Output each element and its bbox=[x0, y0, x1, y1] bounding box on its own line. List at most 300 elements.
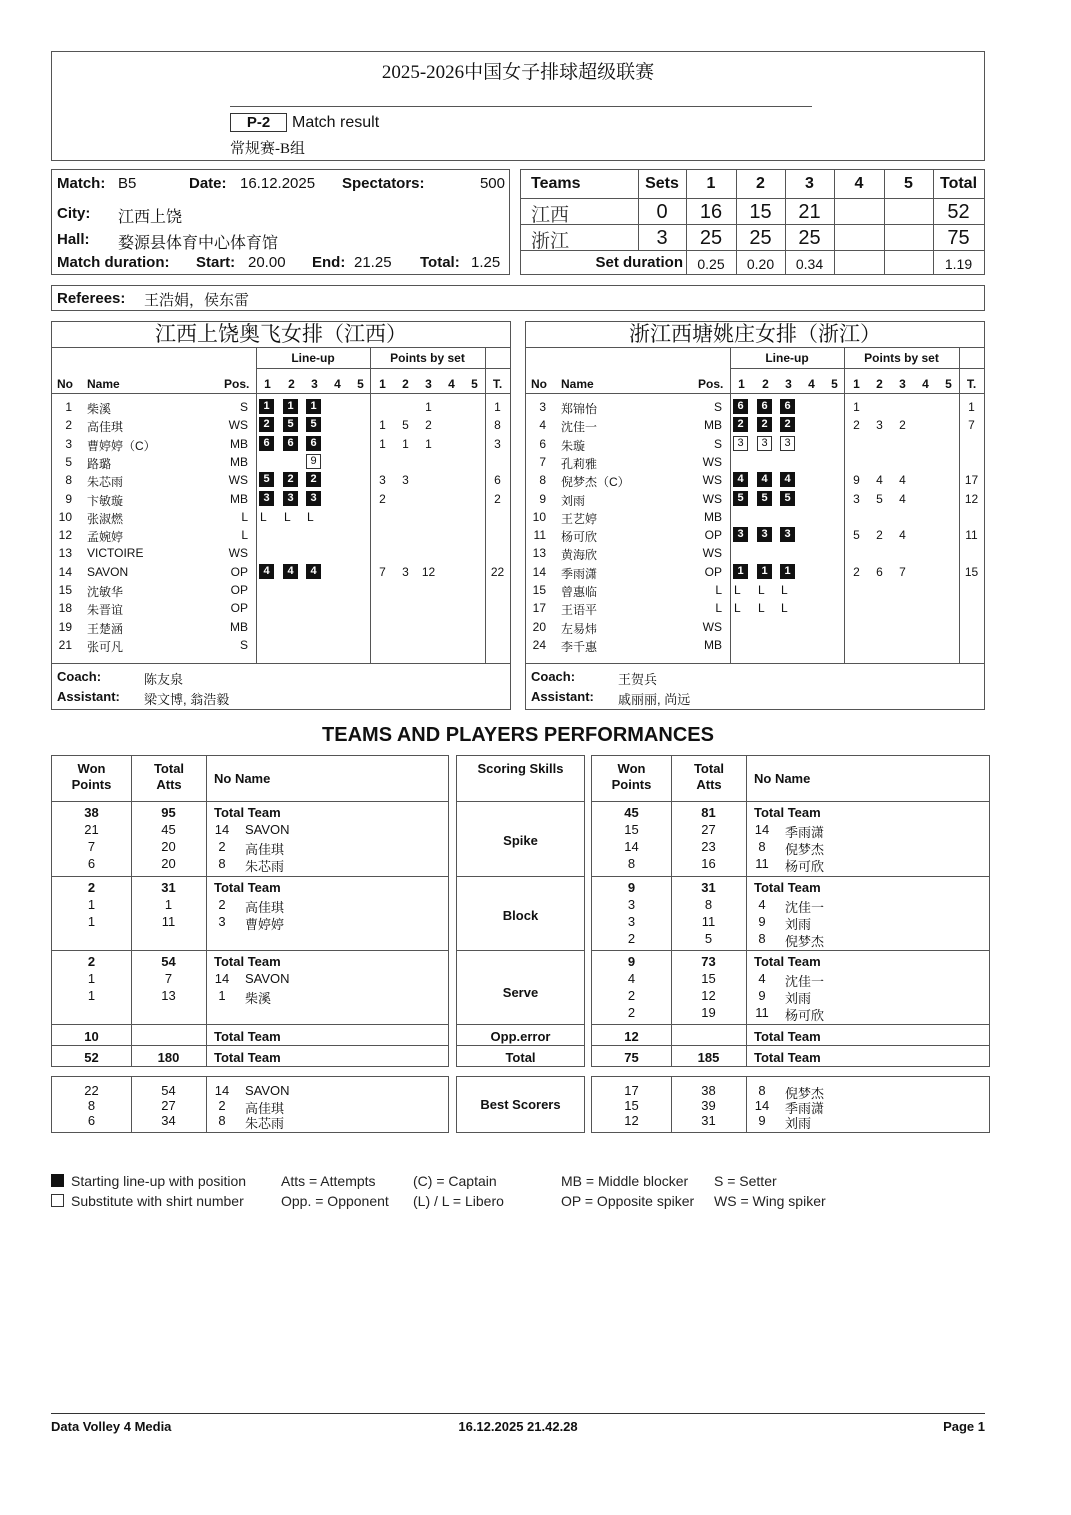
start-value: 20.00 bbox=[248, 254, 286, 271]
score-team-a: 江西 bbox=[531, 205, 570, 226]
player-position: L bbox=[715, 601, 722, 616]
duration-total: 1.19 bbox=[944, 256, 973, 272]
player-position: WS bbox=[702, 619, 722, 634]
player-total-atts: 7 bbox=[164, 971, 173, 986]
player-name: 郑锦怡 bbox=[561, 402, 598, 416]
set3-header: 3 bbox=[805, 175, 814, 192]
points-set-value: 4 bbox=[876, 473, 883, 488]
skill-label: Block bbox=[502, 908, 539, 923]
total-atts: 180 bbox=[157, 1050, 180, 1065]
points-set-value: 2 bbox=[876, 528, 883, 543]
points-by-set-header: Points by set bbox=[390, 351, 465, 365]
total-team-label: Total Team bbox=[214, 1050, 281, 1065]
points-set-header: 5 bbox=[471, 377, 478, 391]
points-set-value: 2 bbox=[853, 418, 860, 433]
player-won-points: 2 bbox=[627, 988, 636, 1003]
player-name: 孔莉雅 bbox=[561, 456, 598, 471]
coach-label: Coach: bbox=[531, 669, 576, 684]
player-number: 11 bbox=[755, 1005, 769, 1020]
player-number: 3 bbox=[539, 400, 546, 414]
player-number: 8 bbox=[65, 473, 72, 488]
player-position: MB bbox=[230, 436, 248, 451]
city-value: 江西上饶 bbox=[118, 209, 183, 226]
lineup-set-header: 2 bbox=[762, 377, 769, 391]
best-player-number: 8 bbox=[758, 1083, 766, 1098]
player-position: WS bbox=[702, 473, 722, 488]
points-set-value: 7 bbox=[379, 564, 386, 579]
starting-position-box: 6 bbox=[780, 399, 795, 414]
player-number: 10 bbox=[532, 509, 546, 524]
score-a-total: 52 bbox=[947, 201, 970, 223]
points-set-header: 5 bbox=[945, 377, 952, 391]
total-team-label: Total Team bbox=[754, 954, 821, 969]
lineup-set-header: 5 bbox=[831, 377, 838, 391]
player-total-points: 3 bbox=[494, 436, 501, 451]
best-player-number: 14 bbox=[214, 1083, 230, 1098]
player-total-atts: 5 bbox=[704, 931, 713, 946]
assistant-label: Assistant: bbox=[57, 689, 120, 704]
name-header: Name bbox=[87, 377, 120, 391]
player-won-points: 3 bbox=[627, 914, 636, 929]
legend-substitute: Substitute with shirt number bbox=[71, 1193, 244, 1209]
player-position: WS bbox=[702, 546, 722, 561]
libero-mark: L bbox=[781, 583, 788, 597]
player-position: OP bbox=[230, 564, 248, 579]
starting-position-box: 5 bbox=[757, 491, 772, 506]
total-atts-header: Total Atts bbox=[153, 761, 185, 792]
performances-title: TEAMS AND PLAYERS PERFORMANCES bbox=[322, 724, 714, 746]
player-name: 刘雨 bbox=[561, 493, 586, 508]
lineup-set-header: 1 bbox=[738, 377, 745, 391]
player-number: 8 bbox=[218, 856, 226, 871]
points-set-value: 12 bbox=[421, 564, 436, 579]
player-number: 18 bbox=[58, 601, 72, 616]
legend bbox=[51, 1173, 951, 1213]
score-b-set2: 25 bbox=[749, 227, 772, 249]
player-position: L bbox=[241, 509, 248, 524]
referees-box bbox=[51, 285, 985, 311]
won-points-header: Won Points bbox=[611, 761, 652, 792]
no-header: No bbox=[57, 377, 73, 391]
player-won-points: 4 bbox=[627, 971, 636, 986]
player-name: 高佳琪 bbox=[245, 842, 285, 857]
points-set-header: 4 bbox=[922, 377, 929, 391]
pos-header: Pos. bbox=[698, 377, 724, 391]
starting-position-box: 4 bbox=[780, 472, 795, 487]
starting-position-box: 3 bbox=[733, 527, 748, 542]
starting-position-box: 3 bbox=[757, 527, 772, 542]
player-name: SAVON bbox=[245, 971, 290, 986]
set-duration-label: Set duration bbox=[595, 254, 683, 271]
player-position: OP bbox=[704, 528, 722, 543]
player-number: 9 bbox=[539, 491, 546, 506]
player-total-atts: 16 bbox=[701, 856, 716, 871]
points-set-value: 1 bbox=[425, 400, 432, 414]
player-won-points: 2 bbox=[627, 931, 636, 946]
player-number: 8 bbox=[539, 473, 546, 488]
best-total-atts: 38 bbox=[701, 1083, 716, 1098]
header-box bbox=[51, 51, 985, 161]
player-total-atts: 11 bbox=[161, 914, 176, 929]
starting-position-box: 6 bbox=[733, 399, 748, 414]
player-name: 李千惠 bbox=[561, 639, 598, 654]
opp-error-points: 10 bbox=[84, 1029, 99, 1044]
team-won-points: 2 bbox=[87, 880, 96, 895]
points-set-value: 7 bbox=[899, 564, 906, 579]
total-won-points: 52 bbox=[84, 1050, 99, 1065]
player-position: MB bbox=[230, 454, 248, 469]
points-set-value: 3 bbox=[876, 418, 883, 433]
player-position: WS bbox=[228, 473, 248, 488]
won-points-header: Won Points bbox=[71, 761, 112, 792]
hall-value: 婺源县体育中心体育馆 bbox=[118, 235, 279, 252]
best-player-number: 2 bbox=[218, 1098, 226, 1113]
player-name: 左易炜 bbox=[561, 621, 598, 636]
points-set-value: 3 bbox=[402, 564, 409, 579]
total-label: Total: bbox=[420, 254, 460, 271]
player-name: 朱晋谊 bbox=[87, 603, 124, 618]
points-set-value: 1 bbox=[402, 436, 409, 451]
best-total-atts: 27 bbox=[161, 1098, 176, 1113]
best-total-atts: 34 bbox=[161, 1113, 176, 1128]
player-number: 9 bbox=[65, 491, 72, 506]
player-total-points: 8 bbox=[494, 418, 501, 433]
team-won-points: 9 bbox=[627, 954, 636, 969]
skill-label: Spike bbox=[503, 833, 538, 848]
points-set-value: 9 bbox=[853, 473, 860, 488]
total-won-points: 75 bbox=[624, 1050, 639, 1065]
libero-mark: L bbox=[284, 509, 291, 524]
libero-mark: L bbox=[758, 583, 765, 597]
player-number: 21 bbox=[58, 637, 72, 652]
opp-error-points: 12 bbox=[624, 1029, 639, 1044]
scoring-skills-header: Scoring Skills bbox=[477, 761, 564, 776]
set4-header: 4 bbox=[854, 175, 864, 192]
footer-rule bbox=[51, 1413, 985, 1414]
player-total-atts: 20 bbox=[161, 856, 176, 871]
header-rule bbox=[230, 106, 812, 107]
libero-mark: L bbox=[734, 583, 741, 597]
duration-set3: 0.34 bbox=[795, 256, 824, 272]
player-number: 9 bbox=[758, 988, 766, 1003]
player-number: 19 bbox=[58, 619, 72, 634]
player-name: 柴溪 bbox=[245, 991, 272, 1006]
player-position: OP bbox=[704, 564, 722, 579]
best-total-atts: 54 bbox=[161, 1083, 176, 1098]
starting-position-box: 1 bbox=[757, 564, 772, 579]
lineup-set-header: 3 bbox=[311, 377, 318, 391]
team-b-roster bbox=[525, 321, 985, 710]
score-team-b: 浙江 bbox=[531, 231, 570, 252]
starting-position-box: 4 bbox=[283, 564, 298, 579]
lineup-set-header: 1 bbox=[264, 377, 271, 391]
score-a-set2: 15 bbox=[749, 201, 772, 223]
player-number: 11 bbox=[755, 856, 769, 871]
best-won-points: 22 bbox=[84, 1083, 99, 1098]
pos-header: Pos. bbox=[224, 377, 250, 391]
starting-position-box: 3 bbox=[259, 491, 274, 506]
total-team-label: Total Team bbox=[754, 1029, 821, 1044]
legend-opp: Opp. = Opponent bbox=[281, 1193, 389, 1209]
points-by-set-header: Points by set bbox=[864, 351, 939, 365]
no-name-header: No Name bbox=[754, 771, 811, 786]
player-number: 6 bbox=[539, 436, 546, 451]
starting-position-box: 2 bbox=[283, 472, 298, 487]
score-b-set3: 25 bbox=[798, 227, 821, 249]
points-set-value: 2 bbox=[853, 564, 860, 579]
player-number: 24 bbox=[532, 637, 546, 652]
player-name: 王艺婷 bbox=[561, 511, 598, 526]
best-won-points: 17 bbox=[624, 1083, 639, 1098]
player-position: WS bbox=[702, 491, 722, 506]
player-name: 季雨潇 bbox=[785, 825, 825, 840]
coach-label: Coach: bbox=[57, 669, 102, 684]
points-set-value: 3 bbox=[379, 473, 386, 488]
best-total-atts: 39 bbox=[701, 1098, 716, 1113]
best-player-number: 14 bbox=[754, 1098, 770, 1113]
coach-name: 王贺兵 bbox=[618, 672, 658, 687]
player-won-points: 21 bbox=[84, 822, 99, 837]
starting-position-box: 4 bbox=[757, 472, 772, 487]
player-position: S bbox=[239, 637, 248, 652]
substitute-box: 3 bbox=[757, 436, 772, 451]
starting-position-box: 6 bbox=[283, 436, 298, 451]
player-number: 2 bbox=[218, 897, 226, 912]
player-number: 4 bbox=[539, 418, 546, 433]
points-set-header: 1 bbox=[379, 377, 386, 391]
points-set-value: 1 bbox=[853, 400, 860, 414]
player-total-points: 11 bbox=[965, 528, 978, 543]
player-position: OP bbox=[230, 583, 248, 597]
player-total-atts: 8 bbox=[704, 897, 713, 912]
legend-mb: MB = Middle blocker bbox=[561, 1173, 689, 1189]
best-total-atts: 31 bbox=[701, 1113, 716, 1128]
total-team-label: Total Team bbox=[214, 805, 281, 820]
starting-position-box: 1 bbox=[733, 564, 748, 579]
league-title: 2025-2026中国女子排球超级联赛 bbox=[381, 62, 655, 83]
substitute-box: 3 bbox=[780, 436, 795, 451]
player-won-points: 1 bbox=[87, 971, 96, 986]
player-name: 杨可欣 bbox=[785, 859, 825, 874]
points-set-header: 1 bbox=[853, 377, 860, 391]
player-number: 9 bbox=[758, 914, 766, 929]
player-number: 4 bbox=[758, 897, 766, 912]
points-set-header: 2 bbox=[402, 377, 409, 391]
duration-label: Match duration: bbox=[57, 254, 170, 271]
score-a-set3: 21 bbox=[798, 201, 821, 223]
set2-header: 2 bbox=[756, 175, 765, 192]
player-position: MB bbox=[230, 619, 248, 634]
best-player-number: 9 bbox=[758, 1113, 766, 1128]
player-won-points: 6 bbox=[87, 856, 96, 871]
player-name: 卞敏璇 bbox=[87, 493, 124, 508]
start-label: Start: bbox=[196, 254, 236, 271]
team-total-atts: 95 bbox=[161, 805, 176, 820]
best-player-number: 8 bbox=[218, 1113, 226, 1128]
total-team-label: Total Team bbox=[214, 954, 281, 969]
best-scorers-label: Best Scorers bbox=[480, 1097, 561, 1112]
libero-mark: L bbox=[307, 509, 314, 524]
player-total-atts: 11 bbox=[701, 914, 716, 929]
match-info-box bbox=[51, 169, 510, 275]
document-code: P-2 bbox=[230, 113, 287, 132]
player-name: 倪梦杰 bbox=[785, 842, 825, 857]
player-won-points: 2 bbox=[627, 1005, 636, 1020]
starting-position-box: 2 bbox=[259, 417, 274, 432]
footer-left: Data Volley 4 Media bbox=[51, 1419, 172, 1434]
substitute-swatch bbox=[51, 1194, 64, 1207]
player-name: 刘雨 bbox=[785, 991, 812, 1006]
player-position: S bbox=[713, 400, 722, 414]
starting-position-box: 3 bbox=[780, 527, 795, 542]
team-a-roster bbox=[51, 321, 511, 710]
skill-label: Total bbox=[505, 1050, 536, 1065]
lineup-set-header: 5 bbox=[357, 377, 364, 391]
player-number: 1 bbox=[65, 400, 72, 414]
best-won-points: 6 bbox=[87, 1113, 96, 1128]
points-set-value: 3 bbox=[402, 473, 409, 488]
player-number: 10 bbox=[58, 509, 72, 524]
player-name: 沈敏华 bbox=[87, 585, 124, 599]
points-set-value: 2 bbox=[899, 418, 906, 433]
score-sets-a: 0 bbox=[656, 201, 668, 223]
player-position: MB bbox=[230, 491, 248, 506]
total-team-label: Total Team bbox=[754, 880, 821, 895]
starting-position-box: 5 bbox=[283, 417, 298, 432]
team-total-atts: 31 bbox=[701, 880, 716, 895]
points-set-value: 5 bbox=[876, 491, 883, 506]
team-a-performance-table bbox=[51, 755, 449, 1067]
total-points-header: T. bbox=[492, 377, 503, 391]
player-number: 15 bbox=[58, 583, 72, 597]
total-team-label: Total Team bbox=[214, 880, 281, 895]
starting-position-box: 6 bbox=[306, 436, 321, 451]
player-number: 2 bbox=[65, 418, 72, 433]
player-number: 7 bbox=[539, 454, 546, 469]
end-label: End: bbox=[312, 254, 346, 271]
points-set-value: 5 bbox=[402, 418, 409, 433]
player-name: 沈佳一 bbox=[561, 420, 598, 435]
player-name: 黄海欣 bbox=[561, 548, 598, 563]
player-total-points: 2 bbox=[494, 491, 501, 506]
score-table bbox=[520, 169, 985, 275]
player-name: 张淑燃 bbox=[87, 511, 124, 526]
player-name: 刘雨 bbox=[785, 917, 812, 932]
starting-position-box: 2 bbox=[757, 417, 772, 432]
player-total-atts: 1 bbox=[164, 897, 173, 912]
total-value: 1.25 bbox=[471, 254, 501, 271]
player-position: MB bbox=[704, 509, 722, 524]
player-total-points: 1 bbox=[968, 400, 975, 414]
player-number: 3 bbox=[218, 914, 226, 929]
team-a-best-scorers bbox=[51, 1076, 449, 1133]
team-total-atts: 31 bbox=[161, 880, 176, 895]
player-position: MB bbox=[704, 418, 722, 433]
player-position: OP bbox=[230, 601, 248, 616]
player-won-points: 15 bbox=[624, 822, 639, 837]
starting-position-box: 3 bbox=[306, 491, 321, 506]
score-a-set1: 16 bbox=[699, 201, 723, 223]
points-set-value: 1 bbox=[425, 436, 432, 451]
legend-ws: WS = Wing spiker bbox=[714, 1193, 826, 1209]
player-total-points: 15 bbox=[964, 564, 979, 579]
score-b-set1: 25 bbox=[699, 227, 723, 249]
player-total-atts: 13 bbox=[161, 988, 176, 1003]
best-won-points: 12 bbox=[624, 1113, 639, 1128]
starting-position-box: 2 bbox=[306, 472, 321, 487]
footer-center: 16.12.2025 21.42.28 bbox=[458, 1419, 578, 1434]
player-position: L bbox=[715, 583, 722, 597]
legend-atts: Atts = Attempts bbox=[281, 1173, 376, 1189]
player-name: 曾惠临 bbox=[561, 585, 598, 599]
no-name-header: No Name bbox=[214, 771, 271, 786]
total-header: Total bbox=[939, 175, 978, 192]
starting-position-box: 2 bbox=[733, 417, 748, 432]
set5-header: 5 bbox=[904, 175, 913, 192]
player-total-atts: 15 bbox=[701, 971, 716, 986]
teams-header: Teams bbox=[531, 175, 581, 192]
best-player-name: 季雨潇 bbox=[785, 1101, 825, 1116]
city-label: City: bbox=[57, 205, 91, 222]
player-number: 14 bbox=[58, 564, 72, 579]
starting-position-box: 2 bbox=[780, 417, 795, 432]
legend-s: S = Setter bbox=[714, 1173, 777, 1189]
starting-position-box: 6 bbox=[259, 436, 274, 451]
player-name: 曹婷婷（C） bbox=[87, 438, 156, 453]
player-name: 朱璇 bbox=[561, 438, 586, 453]
date-label: Date: bbox=[189, 175, 227, 192]
player-name: 沈佳一 bbox=[785, 900, 825, 915]
skill-label: Serve bbox=[502, 985, 539, 1000]
player-name: 杨可欣 bbox=[785, 1008, 825, 1023]
player-number: 20 bbox=[532, 619, 546, 634]
player-won-points: 14 bbox=[624, 839, 639, 854]
player-name: 王楚涵 bbox=[87, 621, 124, 636]
player-total-points: 12 bbox=[964, 491, 979, 506]
scoring-skills-table bbox=[456, 755, 585, 1067]
player-position: L bbox=[241, 528, 248, 543]
points-set-value: 6 bbox=[876, 564, 883, 579]
hall-label: Hall: bbox=[57, 231, 90, 248]
points-set-value: 1 bbox=[379, 418, 386, 433]
assistant-name: 戚丽丽, 尚远 bbox=[618, 692, 691, 707]
sets-header: Sets bbox=[645, 175, 679, 192]
team-b-best-scorers bbox=[591, 1076, 990, 1133]
starting-position-box: 5 bbox=[733, 491, 748, 506]
player-total-atts: 23 bbox=[701, 839, 716, 854]
player-number: 14 bbox=[214, 822, 230, 837]
player-number: 12 bbox=[58, 528, 72, 543]
total-team-label: Total Team bbox=[754, 1050, 821, 1065]
coach-name: 陈友泉 bbox=[144, 672, 184, 687]
libero-mark: L bbox=[734, 601, 741, 616]
starting-position-box: 4 bbox=[259, 564, 274, 579]
points-set-value: 3 bbox=[853, 491, 860, 506]
points-set-value: 4 bbox=[899, 473, 906, 488]
team-total-atts: 54 bbox=[161, 954, 176, 969]
player-won-points: 3 bbox=[627, 897, 636, 912]
player-total-atts: 27 bbox=[701, 822, 716, 837]
starting-position-box: 4 bbox=[306, 564, 321, 579]
score-b-total: 75 bbox=[947, 227, 970, 249]
player-total-points: 6 bbox=[494, 473, 501, 488]
starting-position-box: 4 bbox=[733, 472, 748, 487]
legend-starting: Starting line-up with position bbox=[71, 1173, 247, 1189]
starting-position-box: 5 bbox=[259, 472, 274, 487]
player-name: SAVON bbox=[245, 822, 290, 837]
team-won-points: 2 bbox=[87, 954, 96, 969]
lineup-set-header: 2 bbox=[288, 377, 295, 391]
